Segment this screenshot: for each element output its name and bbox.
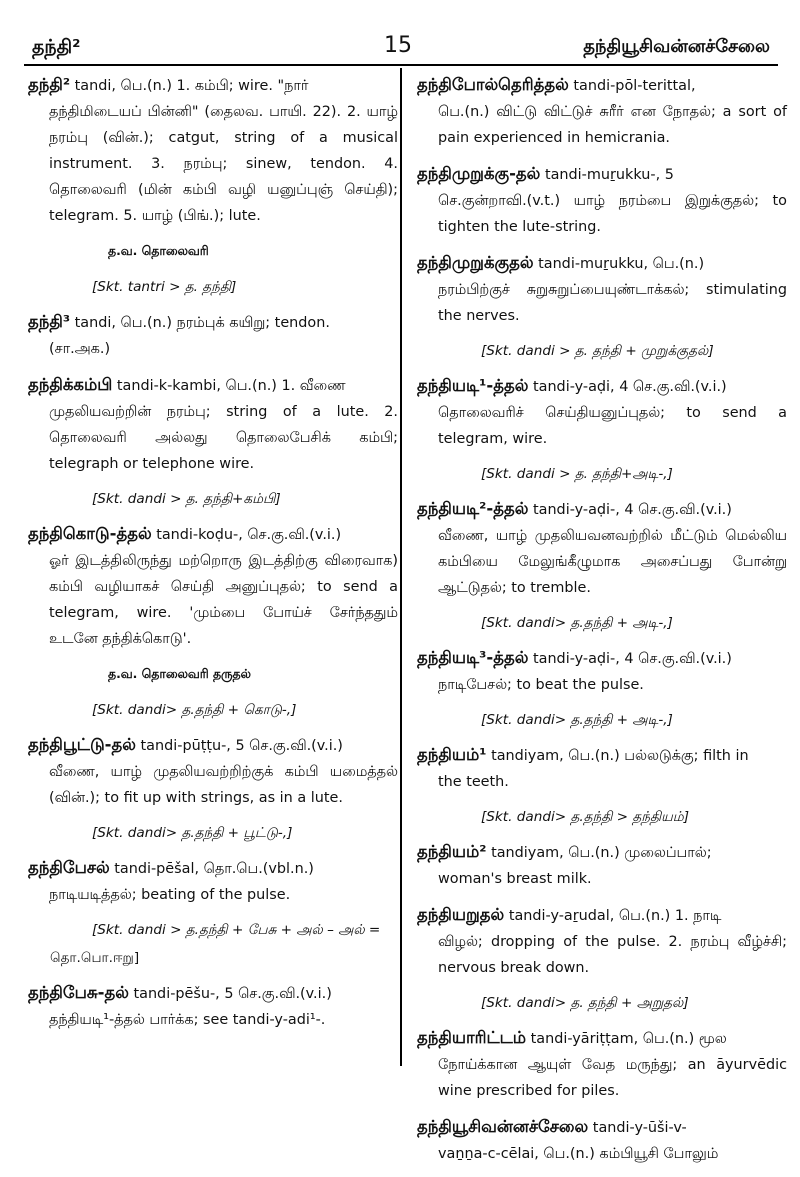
dictionary-entry	[28, 372, 398, 477]
entry-body: woman's breast milk.	[438, 871, 592, 887]
entry-headline: தந்திமுறுக்குதல் tandi-muṟukku, பெ.(n.)	[417, 253, 705, 272]
dictionary-entry	[417, 1025, 787, 1104]
entry-headline: தந்தியறுதல் tandi-y-aṟudal, பெ.(n.) 1. நாடி	[417, 905, 722, 924]
etymology: [Skt. dandi > த.தந்தி + பேசு + அல் – அல் =	[92, 922, 381, 938]
entry-headline: தந்தியடி²-த்தல் tandi-y-aḍi-, 4 செ.கு.வி.(v.i.)	[417, 499, 732, 518]
etymology: [Skt. tantri > த. தந்தி]	[92, 279, 237, 295]
dictionary-entry	[417, 742, 787, 795]
header-right-guideword: தந்தியூசிவன்னச்சேலை	[583, 36, 770, 57]
etymology: [Skt. dandi> த.தந்தி + அடி-,]	[481, 712, 673, 728]
entry-headline: தந்திபூட்டு-தல் tandi-pūṭṭu-, 5 செ.கு.வி.(v.i.)	[28, 735, 343, 754]
entry-body: நாடிபேசல்; to beat the pulse.	[438, 677, 644, 693]
page-header	[0, 0, 800, 62]
dictionary-entry	[417, 373, 787, 452]
entry-body: நாடியடித்தல்; beating of the pulse.	[49, 887, 291, 903]
dictionary-entry	[417, 250, 787, 329]
etymology: [Skt. dandi> த.தந்தி > தந்தியம்]	[481, 809, 690, 825]
entry-headline: தந்தி² tandi, பெ.(n.) 1. கம்பி; wire. "நார்	[28, 75, 309, 94]
etymology: [Skt. dandi > த. தந்தி+அடி-,]	[481, 466, 673, 482]
entry-body: வீணை, யாழ் முதலியவனவற்றில் மீட்டும் மெல்லிய கம்பியை மேலுங்கீழுமாக அசைப்பது போன்று ஆட்டுதல்; to tremble.	[438, 528, 787, 596]
dictionary-entry	[417, 645, 787, 698]
entry-body: the teeth.	[438, 774, 509, 790]
entry-headline: தந்திமுறுக்கு-தல் tandi-muṟukku-, 5	[417, 164, 674, 183]
entry-body: செ.குன்றாவி.(v.t.) யாழ் நரம்பை இறுக்குதல்; to tighten the lute-string.	[438, 193, 787, 235]
entry-headline: தந்தி³ tandi, பெ.(n.) நரம்புக் கயிறு; tendon.	[28, 312, 330, 331]
left-column	[28, 72, 398, 1043]
entry-headline: தந்தியாரிட்டம் tandi-yāriṭṭam, பெ.(n.) மூல	[417, 1028, 727, 1047]
entry-body: நரம்பிற்குச் சுறுசுறுப்பையுண்டாக்கல்; stimulating the nerves.	[438, 282, 787, 324]
entry-body: விழல்; dropping of the pulse. 2. நரம்பு வீழ்ச்சி; nervous break down.	[438, 934, 787, 976]
dictionary-entry	[417, 839, 787, 892]
entry-headline: தந்தியம்² tandiyam, பெ.(n.) முலைப்பால்;	[417, 842, 712, 861]
entry-headline: தந்தியடி³-த்தல் tandi-y-aḍi-, 4 செ.கு.வி.(v.i.)	[417, 648, 732, 667]
etymology: [Skt. dandi> த.தந்தி + பூட்டு-,]	[92, 825, 293, 841]
dictionary-entry	[28, 309, 398, 362]
dictionary-entry	[28, 855, 398, 908]
dictionary-entry	[417, 496, 787, 601]
right-column	[417, 72, 787, 1177]
entry-headline: தந்திபோல்தெரித்தல் tandi-pōl-terittal,	[417, 75, 696, 94]
entry-headline: தந்திபேசு-தல் tandi-pēšu-, 5 செ.கு.வி.(v.i.)	[28, 983, 332, 1002]
entry-body: ஓர் இடத்திலிருந்து மற்றொரு இடத்திற்கு விரைவாக) கம்பி வழியாகச் செய்தி அனுப்புதல்; to send a telegram, wire. 'மும்பை போய்ச் சேர்ந்ததும் உடனே தந்திக்கொடு'.	[49, 553, 398, 647]
header-left-guideword: தந்தி²	[32, 36, 81, 58]
entry-body: வீணை, யாழ் முதலியவற்றிற்குக் கம்பி யமைத்தல் (வின்.); to fit up with strings, as in a lute.	[49, 764, 398, 806]
etymology: [Skt. dandi> த. தந்தி + அறுதல்]	[481, 995, 689, 1011]
etymology: [Skt. dandi> த.தந்தி + அடி-,]	[481, 615, 673, 631]
entry-headline: தந்திக்கம்பி tandi-k-kambi, பெ.(n.) 1. வீணை	[28, 375, 346, 394]
dictionary-entry	[28, 72, 398, 229]
dictionary-entry	[28, 980, 398, 1033]
dictionary-entry	[417, 1114, 787, 1167]
entry-body: தந்தியடி¹-த்தல் பார்க்க; see tandi-y-adi¹-.	[49, 1012, 326, 1028]
entry-headline: தந்தியடி¹-த்தல் tandi-y-aḍi, 4 செ.கு.வி.(v.i.)	[417, 376, 727, 395]
etymology-continuation: தொ.பொ.ஈறு]	[50, 950, 140, 966]
dictionary-entry	[28, 521, 398, 652]
etymology: [Skt. dandi > த. தந்தி + முறுக்குதல்]	[481, 343, 714, 359]
dictionary-entry	[417, 161, 787, 240]
dictionary-entry	[28, 732, 398, 811]
entry-headline: தந்தியம்¹ tandiyam, பெ.(n.) பல்லடுக்கு; filth in	[417, 745, 749, 764]
usage-note: த.வ. தொலைவரி தருதல்	[108, 666, 251, 681]
column-divider	[400, 68, 402, 1066]
usage-note: த.வ. தொலைவரி	[108, 243, 209, 258]
entry-body: முதலியவற்றின் நரம்பு; string of a lute. 2. தொலைவரி அல்லது தொலைபேசிக் கம்பி; telegraph or telephone wire.	[49, 404, 398, 472]
entry-headline: தந்தியூசிவன்னச்சேலை tandi-y-ūši-v-	[417, 1117, 687, 1136]
dictionary-entry	[417, 902, 787, 981]
entry-body: நோய்க்கான ஆயுள் வேத மருந்து; an āyurvēdic wine prescribed for piles.	[438, 1057, 787, 1099]
entry-body: (சா.அக.)	[49, 341, 111, 357]
entry-body: vaṉṉa-c-cēlai, பெ.(n.) கம்பியூசி போலும்	[438, 1146, 719, 1162]
entry-body: தந்திமிடையப் பின்னி" (தைலவ. பாயி. 22). 2. யாழ் நரம்பு (வின்.); catgut, string of a musical instrument. 3. நரம்பு; sinew, tendon. 4. தொலைவரி (மின் கம்பி வழி யனுப்புஞ் செய்தி); telegram. 5. யாழ் (பிங்.); lute.	[49, 104, 398, 224]
entry-headline: தந்திபேசல் tandi-pēšal, தொ.பெ.(vbl.n.)	[28, 858, 314, 877]
entry-headline: தந்திகொடு-த்தல் tandi-koḍu-, செ.கு.வி.(v.i.)	[28, 524, 342, 543]
header-rule	[24, 64, 778, 66]
entry-body: தொலைவரிச் செய்தியனுப்புதல்; to send a telegram, wire.	[438, 405, 787, 447]
entry-body: பெ.(n.) விட்டு விட்டுச் சுரீர் என நோதல்; a sort of pain experienced in hemicrania.	[438, 104, 787, 146]
etymology: [Skt. dandi> த.தந்தி + கொடு-,]	[92, 702, 297, 718]
page-number: 15	[384, 33, 412, 58]
etymology: [Skt. dandi > த. தந்தி+கம்பி]	[92, 491, 281, 507]
dictionary-entry	[417, 72, 787, 151]
